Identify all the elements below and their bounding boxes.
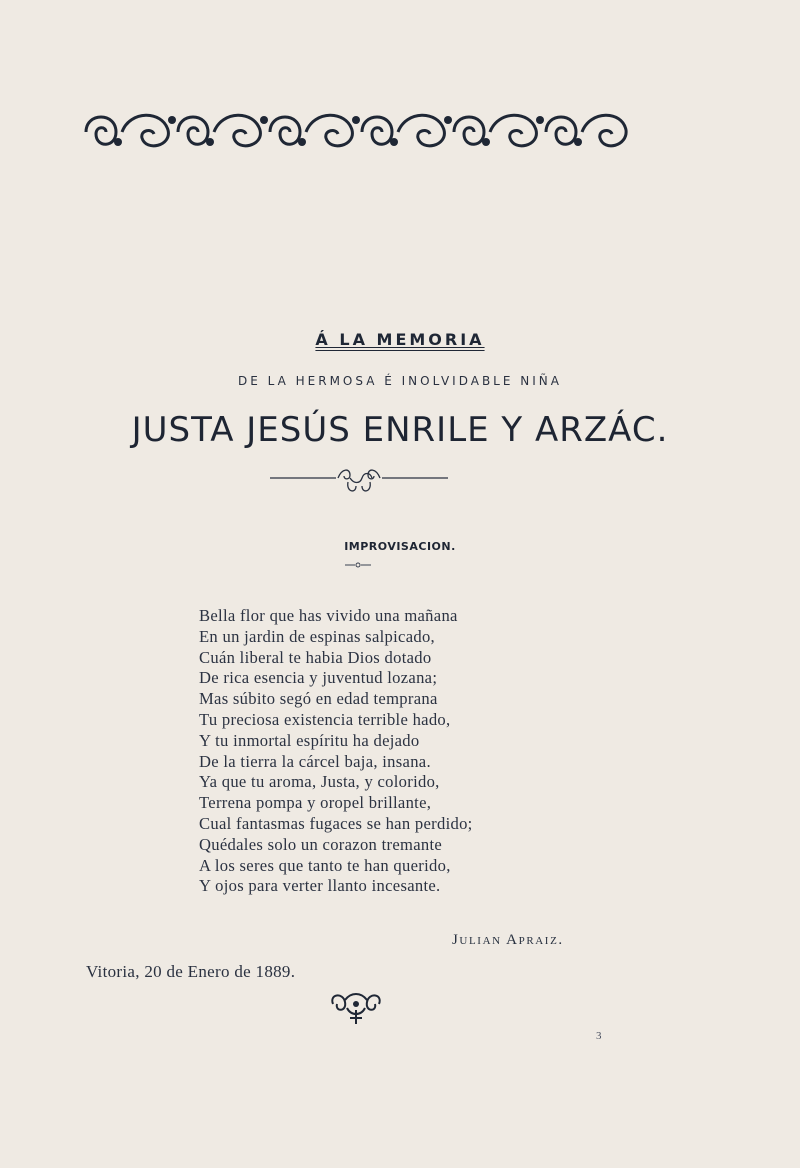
- poem-line: Bella flor que has vivido una mañana: [199, 606, 458, 625]
- flourish-divider-icon: [270, 466, 448, 496]
- poem-line: De la tierra la cárcel baja, insana.: [199, 751, 431, 771]
- poem-line: Terrena pompa y oropel brillante,: [199, 793, 432, 813]
- poem-line: En un jardin de espinas salpicado,: [199, 626, 435, 646]
- author-signature: Julian Apraiz.: [452, 932, 564, 948]
- poem-line: Cual fantasmas fugaces se han perdido;: [199, 813, 473, 833]
- poem-line: Y tu inmortal espíritu ha dejado: [199, 730, 420, 750]
- dedication-subheading: DE LA HERMOSA É INOLVIDABLE NIÑA: [238, 374, 562, 388]
- dedication-heading: Á LA MEMORIA: [315, 330, 485, 349]
- poem-line: Cuán liberal te habia Dios dotado: [199, 647, 432, 667]
- small-divider-icon: [345, 560, 371, 570]
- tailpiece-ornament-icon: [327, 990, 385, 1026]
- poem-line: De rica esencia y juventud lozana;: [199, 668, 438, 688]
- dedication-title: JUSTA JESÚS ENRILE Y ARZÁC.: [131, 410, 669, 450]
- poem-line: Ya que tu aroma, Justa, y colorido,: [199, 772, 440, 792]
- ornamental-border-icon: [82, 102, 630, 162]
- place-date: Vitoria, 20 de Enero de 1889.: [86, 962, 296, 981]
- poem-subtitle: IMPROVISACION.: [344, 540, 456, 553]
- poem-line: Tu preciosa existencia terrible hado,: [199, 709, 451, 729]
- poem-line: Y ojos para verter llanto incesante.: [199, 876, 441, 896]
- poem-line: A los seres que tanto te han querido,: [199, 855, 451, 875]
- poem-body: [199, 606, 619, 897]
- poem-line: Mas súbito segó en edad temprana: [199, 689, 438, 709]
- page-number: 3: [596, 1030, 602, 1042]
- poem-line: Quédales solo un corazon tremante: [199, 834, 443, 854]
